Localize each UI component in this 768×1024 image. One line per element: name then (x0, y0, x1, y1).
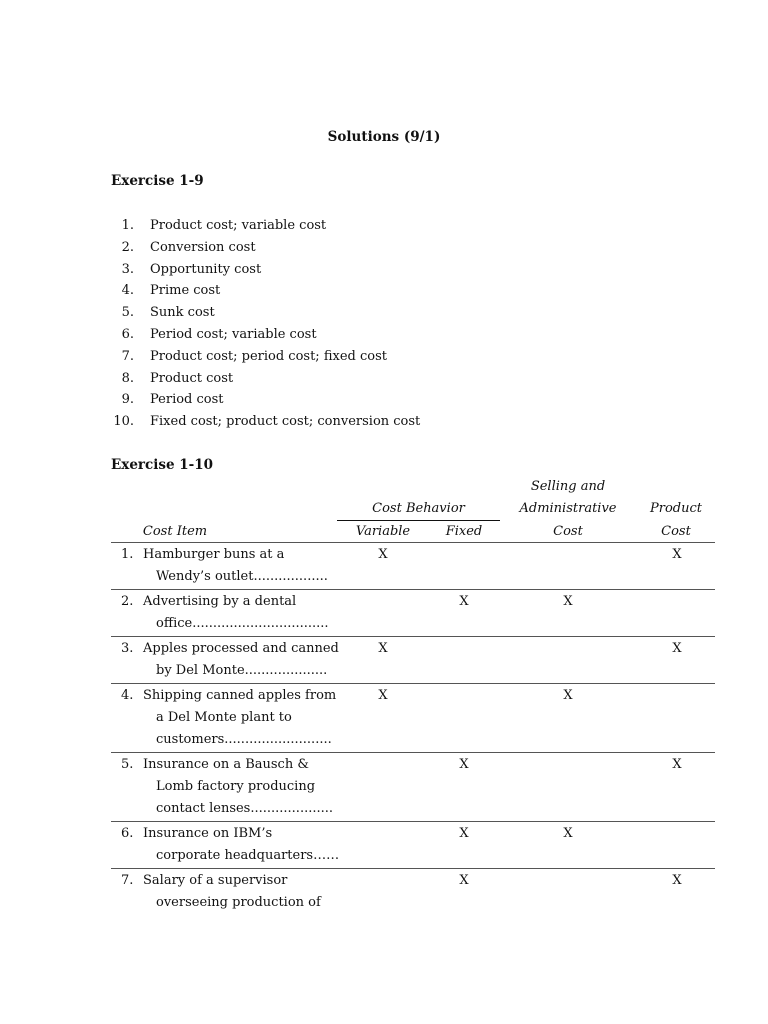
fixed-mark: X (459, 826, 469, 841)
header-variable: Variable (355, 524, 411, 539)
cost-item-number: 6. (121, 826, 134, 841)
cost-item-cell (111, 685, 337, 751)
list-item (112, 411, 421, 433)
variable-mark: X (378, 641, 388, 656)
cost-item-text: contact lenses.................... (156, 801, 333, 816)
list-item-text: Product cost; variable cost (150, 218, 327, 233)
header-selling-line2: Administrative (519, 501, 617, 516)
cost-item-text: Shipping canned apples from (143, 688, 337, 703)
list-item-text: Period cost (150, 392, 224, 408)
list-item-number: 4. (121, 283, 134, 299)
list-item-number: 2. (121, 239, 134, 255)
product-mark: X (672, 873, 682, 888)
selling-mark: X (563, 688, 573, 703)
header-selling-line1: Selling and (530, 479, 606, 494)
fixed-mark: X (459, 594, 469, 609)
cost-item-number: 1. (121, 547, 134, 562)
list-item (112, 346, 387, 368)
cost-item-text: Apples processed and canned (143, 641, 339, 656)
cost-item-text: Wendy’s outlet.................. (156, 569, 328, 584)
product-mark: X (672, 547, 682, 562)
cost-item-text: corporate headquarters…… (156, 848, 340, 863)
cost-item-text: Insurance on IBM’s (143, 826, 273, 841)
product-mark: X (672, 641, 682, 656)
list-item (112, 259, 262, 281)
cost-item-text: Salary of a supervisor (143, 873, 288, 888)
table-row (111, 683, 715, 752)
cost-item-cell (111, 591, 331, 635)
cost-item-text: Hamburger buns at a (143, 547, 285, 562)
cost-item-text: overseeing production of (156, 895, 321, 910)
list-item-number: 5. (121, 305, 134, 321)
fixed-mark: X (459, 873, 469, 888)
header-selling-line3: Cost (553, 524, 583, 539)
list-item (112, 215, 327, 237)
cost-item-number: 5. (121, 757, 134, 772)
cost-item-cell (111, 638, 339, 682)
header-product-line2: Cost (661, 524, 691, 539)
cost-item-text: Advertising by a dental (143, 594, 297, 609)
selling-mark: X (563, 594, 573, 609)
exercise-1-10-heading: Exercise 1-10 (111, 457, 214, 473)
list-item-number: 1. (121, 218, 134, 233)
table-row (111, 821, 715, 868)
product-mark: X (672, 757, 682, 772)
list-item (112, 237, 256, 259)
table-row (111, 636, 715, 683)
list-item-number: 6. (121, 326, 134, 342)
cost-item-text: customers.......................... (156, 732, 332, 747)
header-product-line1: Product (650, 501, 702, 516)
cost-item-cell (111, 754, 331, 820)
list-item-text: Sunk cost (150, 305, 215, 321)
list-item-text: Fixed cost; product cost; conversion cost (150, 414, 421, 430)
list-item-number: 9. (121, 392, 134, 408)
variable-mark: X (378, 547, 388, 562)
list-item (112, 389, 224, 411)
cost-item-text: by Del Monte.................... (156, 663, 328, 678)
header-fixed: Fixed (445, 524, 483, 539)
list-item-number: 3. (121, 261, 134, 277)
list-item-number: 10. (113, 414, 134, 430)
list-item-text: Product cost; period cost; fixed cost (150, 348, 387, 364)
list-item-text: Prime cost (150, 283, 221, 299)
cost-behavior-underline (337, 520, 500, 521)
cost-item-text: Lomb factory producing (156, 779, 316, 794)
variable-mark: X (378, 688, 388, 703)
cost-classification-table (111, 542, 715, 915)
cost-item-text: office................................. (156, 616, 329, 631)
exercise-1-9-answer-list (112, 215, 421, 433)
cost-item-cell (111, 823, 340, 867)
header-cost-item: Cost Item (142, 524, 208, 539)
table-row (111, 589, 715, 636)
page-title: Solutions (9/1) (327, 129, 441, 145)
selling-mark: X (563, 826, 573, 841)
table-row (111, 868, 715, 915)
list-item-number: 7. (121, 348, 134, 364)
list-item-number: 8. (121, 370, 134, 386)
exercise-1-9-heading: Exercise 1-9 (111, 173, 204, 189)
list-item-text: Product cost (150, 370, 234, 386)
cost-item-number: 3. (121, 641, 134, 656)
cost-item-number: 7. (121, 873, 134, 888)
list-item-text: Conversion cost (150, 239, 256, 255)
list-item-text: Opportunity cost (150, 261, 262, 277)
cost-item-text: a Del Monte plant to (156, 710, 292, 725)
cost-item-cell (111, 544, 331, 588)
list-item-text: Period cost; variable cost (150, 326, 317, 342)
list-item (112, 280, 221, 302)
list-item (112, 302, 215, 324)
cost-item-text: Insurance on a Bausch & (143, 757, 309, 772)
cost-item-number: 2. (121, 594, 134, 609)
cost-item-cell (111, 870, 331, 914)
list-item (112, 324, 317, 346)
fixed-mark: X (459, 757, 469, 772)
table-row (111, 752, 715, 821)
list-item (112, 368, 234, 390)
table-row (111, 542, 715, 589)
cost-item-number: 4. (121, 688, 134, 703)
header-cost-behavior: Cost Behavior (372, 501, 465, 516)
